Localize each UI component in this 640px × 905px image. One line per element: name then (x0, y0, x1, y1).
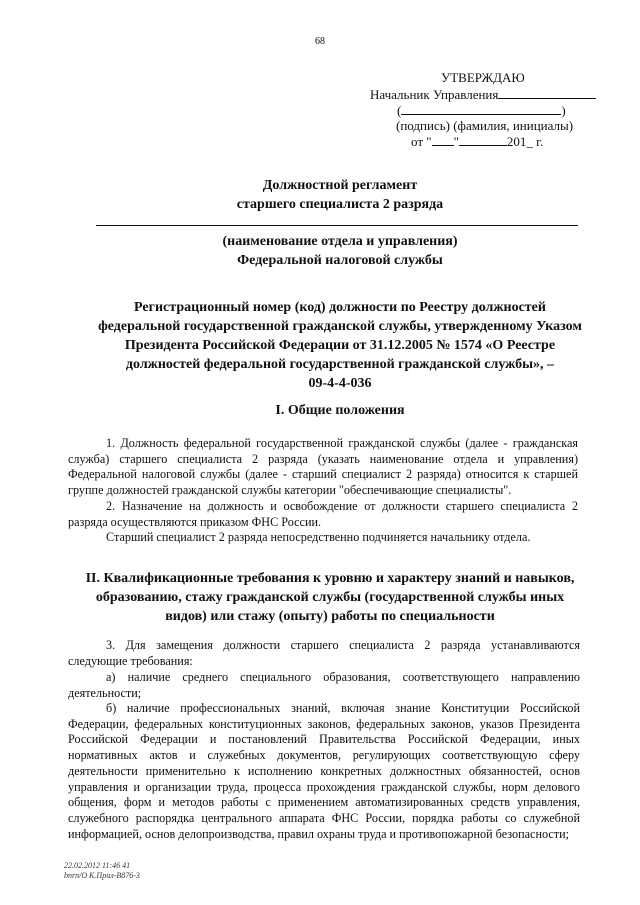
section2-item-b: б) наличие профессиональных знаний, включая знание Конституции Российской Федерации, федеральных конституционных законов, федеральных законов, указов Президента Российской Федерации и постановлений Правительства Российской Федерации, иных нормативных актов и служебных документов, регулирующих соответствующую сферу деятельности применительно к исполнению конкретных должностных обязанностей, основ управления и организации труда, процесса прохождения гражданской службы, норм делового общения, форм и методов работы с применением автоматизированных средств управления, служебного распорядка центрального аппарата ФНС России, порядка работы со служебной информацией, основ делопроизводства, правил охраны труда и противопожарной безопасности; (68, 701, 580, 841)
section1-paragraph-1: 1. Должность федеральной государственной гражданской службы (далее - гражданская служба) старшего специалиста 2 разряда (указать наименование отдела и управления) Федеральной налоговой службы (далее - старший специалист 2 разряда) относится к старшей группе должностей гражданской службы категории "обеспечивающие специалисты". (68, 436, 578, 498)
registration-line: федеральной государственной гражданской службы, утвержденному Указом (98, 319, 582, 334)
section2-paragraph-3: 3. Для замещения должности старшего специалиста 2 разряда устанавливаются следующие требования: (68, 638, 580, 668)
date-mid: " (453, 134, 459, 149)
regulation-title-line2: старшего специалиста 2 разряда (236, 197, 444, 212)
department-line2: Федеральной налоговой службы (237, 253, 443, 268)
section2-heading-line2: образованию, стажу гражданской службы (государственной службы иных (95, 590, 565, 605)
registration-line: должностей федеральной государственной гражданской службы», – (125, 357, 555, 372)
footer-timestamp: 22.02.2012 11:46 41 (64, 861, 131, 870)
footer-file-ref: bnrn/O К.Прил-B876-3 (64, 871, 140, 880)
section1-heading: I. Общие положения (275, 403, 405, 418)
signature-line (498, 86, 596, 99)
date-month-line (459, 133, 507, 146)
approve-date (411, 133, 543, 151)
date-prefix: от " (411, 134, 432, 149)
department-line1: (наименование отдела и управления) (222, 234, 458, 249)
registration-line: Регистрационный номер (код) должности по Реестру должностей (134, 300, 546, 315)
section1-paragraph-2: 2. Назначение на должность и освобождение от должности старшего специалиста 2 разряда осуществляются приказом ФНС России. (68, 499, 578, 529)
date-suffix: 201_ г. (506, 134, 544, 149)
registration-line: Президента Российской Федерации от 31.12.2005 № 1574 «О Реестре (124, 338, 556, 353)
paren-open: ( (397, 103, 402, 118)
approve-title: УТВЕРЖДАЮ (441, 70, 525, 85)
date-day-line (432, 133, 454, 146)
section2-heading-line1: II. Квалификационные требования к уровню и характеру знаний и навыков, (85, 571, 575, 586)
section2-item-a: а) наличие среднего специального образования, соответствующего направлению деятельности; (68, 670, 580, 700)
paren-close: ) (561, 103, 566, 118)
registration-code: 09-4-4-036 (308, 376, 372, 391)
regulation-title-line1: Должностной регламент (262, 178, 418, 193)
signature-hint: (подпись) (фамилия, инициалы) (396, 118, 574, 133)
approve-position-label: Начальник Управления (370, 87, 499, 102)
department-rule (96, 225, 578, 226)
section2-heading-line3: видов) или стажу (опыту) работы по специальности (165, 609, 495, 624)
page-number: 68 (315, 36, 325, 47)
section1-paragraph-3: Старший специалист 2 разряда непосредственно подчиняется начальнику отдела. (106, 530, 531, 544)
name-line (401, 102, 561, 115)
